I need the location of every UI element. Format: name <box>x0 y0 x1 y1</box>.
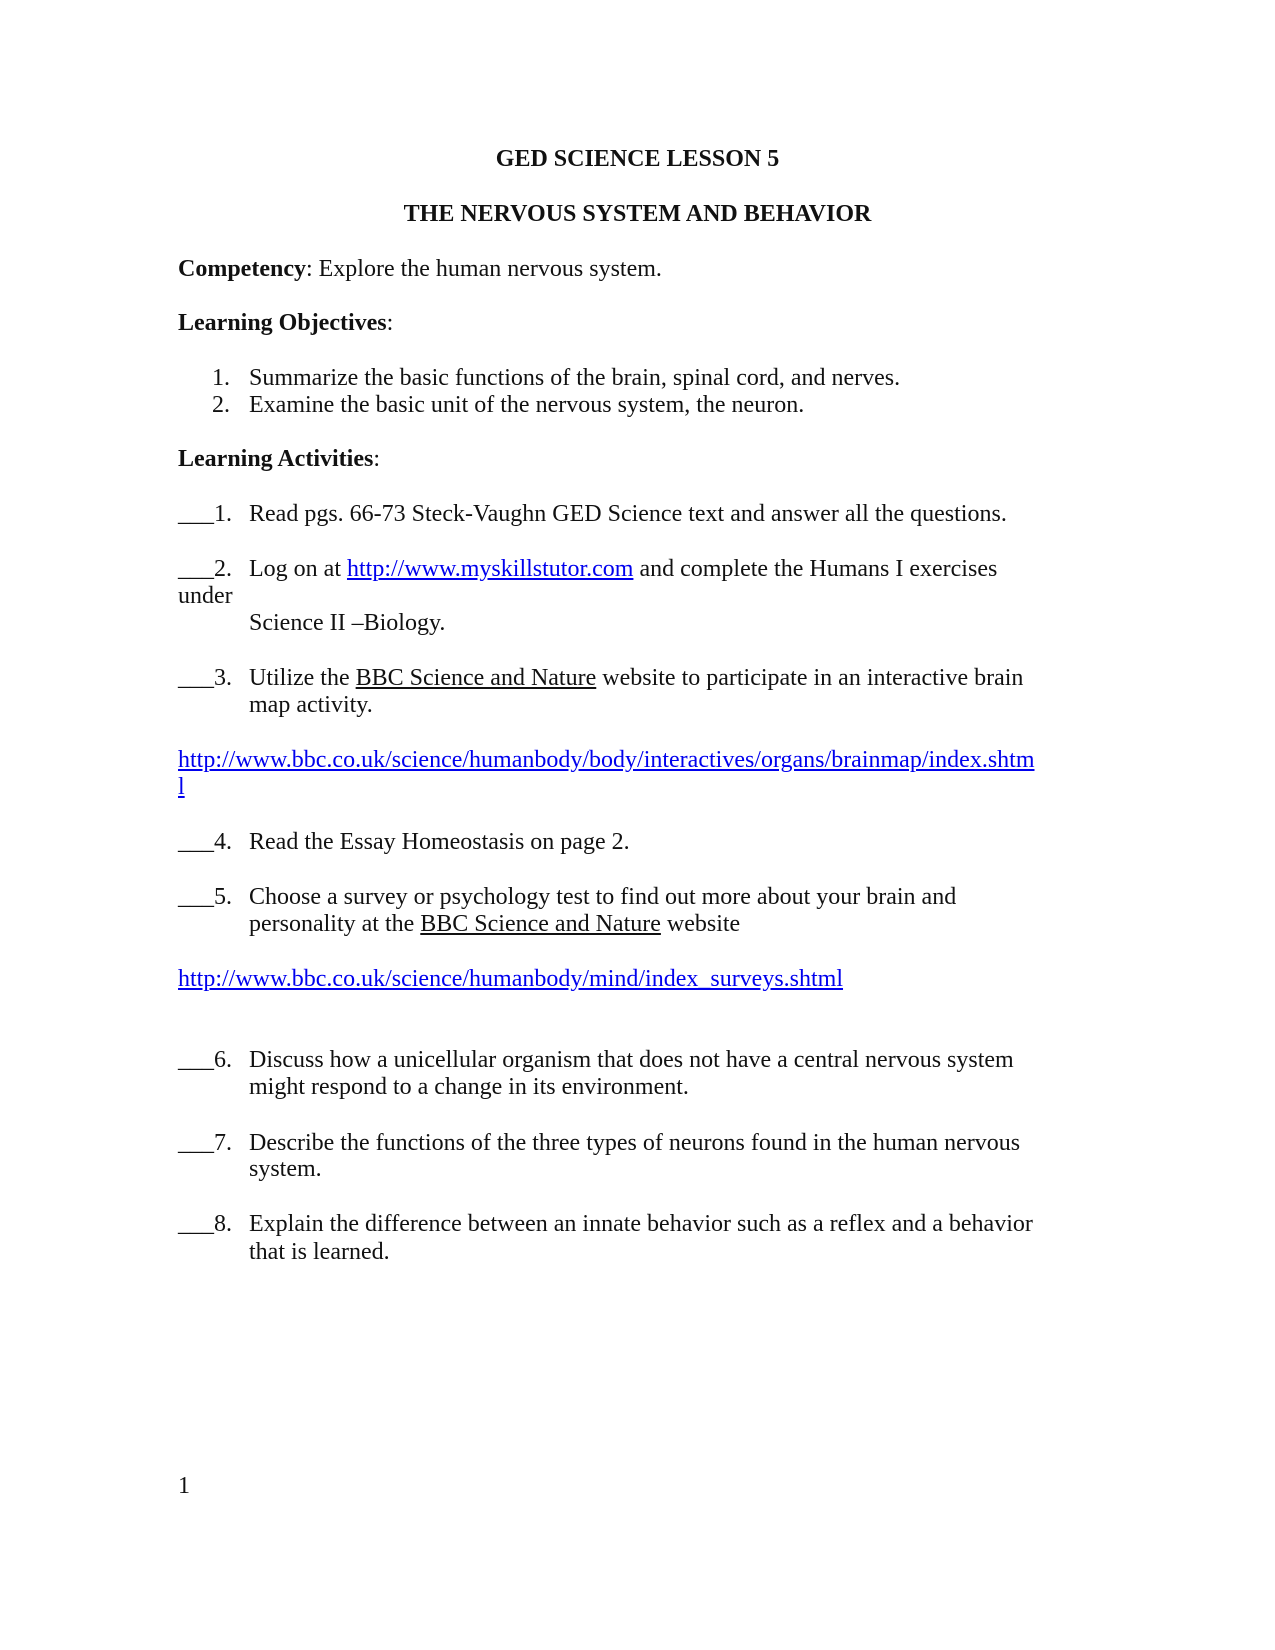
myskillstutor-link[interactable]: http://www.myskillstutor.com <box>346 556 634 582</box>
activity-5-line-1: Choose a survey or psychology test to find out more about your brain and <box>249 884 957 910</box>
activity-blank: ___ <box>178 1047 214 1073</box>
activity-3-marker: ___3. <box>178 665 232 691</box>
objective-text-1: Summarize the basic functions of the brain, spinal cord, and nerves. <box>249 365 901 391</box>
activity-4-text: Read the Essay Homeostasis on page 2. <box>249 829 630 855</box>
activity-7-line-1: Describe the functions of the three types of neurons found in the human nervous <box>249 1130 1021 1156</box>
activity-8-line-2: that is learned. <box>249 1239 390 1265</box>
activity-7-marker: ___7. <box>178 1130 232 1156</box>
activity-1-text: Read pgs. 66-73 Steck-Vaughn GED Science text and answer all the questions. <box>249 501 1007 527</box>
activity-2-wrap: under <box>178 583 233 609</box>
objective-number-2: 2. <box>212 392 230 418</box>
objective-text-2: Examine the basic unit of the nervous system, the neuron. <box>249 392 805 418</box>
activity-blank: ___ <box>178 884 214 910</box>
competency-sep: : <box>305 256 313 282</box>
activity-2-line-2: Science II –Biology. <box>249 610 446 636</box>
activity-3-line-2: map activity. <box>249 692 373 718</box>
activity-8-line-1: Explain the difference between an innate behavior such as a reflex and a behavior <box>249 1211 1033 1237</box>
activity-6-line-2: might respond to a change in its environment. <box>249 1074 689 1100</box>
surveys-url-link[interactable]: http://www.bbc.co.uk/science/humanbody/mind/index_surveys.shtml <box>178 966 844 992</box>
activity-blank: ___ <box>178 556 214 582</box>
activity-2-marker: ___2. <box>178 556 232 582</box>
activity-3-line-1: Utilize the BBC Science and Nature website to participate in an interactive brain <box>249 665 1024 691</box>
document-title: GED SCIENCE LESSON 5 <box>495 146 780 172</box>
activity-6-line-1: Discuss how a unicellular organism that does not have a central nervous system <box>249 1047 1014 1073</box>
document-subtitle: THE NERVOUS SYSTEM AND BEHAVIOR <box>403 201 872 227</box>
competency-label: Competency <box>178 256 306 282</box>
competency-text: Explore the human nervous system. <box>318 256 662 282</box>
activity-blank: ___ <box>178 829 214 855</box>
activity-1-marker: ___1. <box>178 501 232 527</box>
activity-blank: ___ <box>178 665 214 691</box>
activity-6-marker: ___6. <box>178 1047 232 1073</box>
brainmap-url-link-wrap[interactable]: l <box>178 774 185 800</box>
competency-line <box>178 255 662 283</box>
bbc-science-nature-link[interactable]: BBC Science and Nature <box>355 665 597 691</box>
activity-2-line-1: Log on at http://www.myskillstutor.com and complete the Humans I exercises <box>249 556 998 582</box>
bbc-science-nature-link-2[interactable]: BBC Science and Nature <box>420 911 661 937</box>
activity-blank: ___ <box>178 1130 214 1156</box>
objectives-heading: Learning Objectives: <box>178 310 394 336</box>
activity-5-line-2: personality at the BBC Science and Nature website <box>249 911 741 937</box>
activity-4-marker: ___4. <box>178 829 232 855</box>
activity-8-marker: ___8. <box>178 1211 232 1237</box>
page-number: 1 <box>178 1473 190 1499</box>
objective-number-1: 1. <box>212 365 230 391</box>
brainmap-url-link[interactable]: http://www.bbc.co.uk/science/humanbody/body/interactives/organs/brainmap/index.shtm <box>178 747 1035 773</box>
activity-5-marker: ___5. <box>178 884 232 910</box>
activities-heading: Learning Activities: <box>178 446 380 472</box>
activity-blank: ___ <box>178 501 214 527</box>
activity-7-line-2: system. <box>249 1156 322 1182</box>
activity-blank: ___ <box>178 1211 214 1237</box>
